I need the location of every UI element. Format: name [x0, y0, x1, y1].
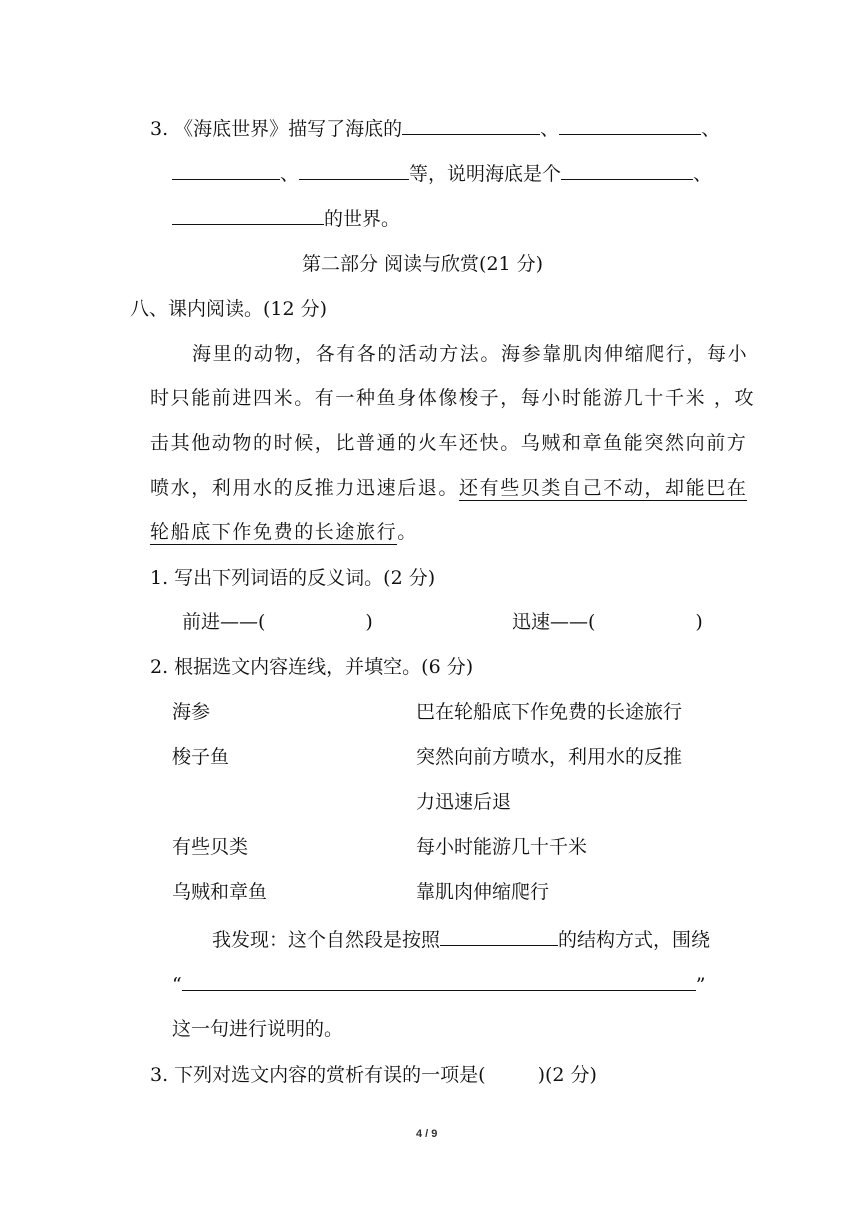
- section-title: 第二部分 阅读与欣赏(21 分): [302, 253, 544, 275]
- q2-quote-line: [172, 970, 705, 999]
- q3-line-2: [172, 159, 712, 188]
- quote-mark: ”: [695, 974, 706, 996]
- q1-paren: ): [365, 611, 373, 633]
- passage-text: 。: [397, 521, 418, 543]
- q1-title: 1. 写出下列词语的反义词。(2 分): [150, 567, 436, 589]
- q2-discover-text: 的结构方式，围绕: [558, 929, 711, 951]
- q3-blank-4[interactable]: [299, 159, 409, 180]
- passage-underlined-sentence: 还有些贝类自己不动，却能巴在: [459, 477, 748, 499]
- q3-blank-1[interactable]: [402, 114, 540, 135]
- q3-line-1: [150, 114, 720, 143]
- q2-discover-line: [212, 925, 710, 954]
- passage-line-4: [150, 474, 747, 502]
- q2-right-item[interactable]: 巴在轮船底下作免费的长途旅行: [416, 701, 683, 723]
- q2-right-item[interactable]: 每小时能游几十千米: [416, 836, 588, 858]
- q3-separator: 、: [280, 163, 300, 185]
- q3-line-3: [172, 204, 400, 233]
- q2-title: 2. 根据选文内容连线，并填空。(6 分): [150, 656, 474, 678]
- q2-left-item[interactable]: 有些贝类: [172, 836, 249, 858]
- passage-line-5: [150, 518, 418, 546]
- q3-text: 等，说明海底是个: [409, 163, 562, 185]
- q3-choice-text: )(2 分): [537, 1064, 597, 1086]
- q2-left-item[interactable]: 乌贼和章鱼: [172, 881, 268, 903]
- part8-title: 八、课内阅读。(12 分): [130, 298, 328, 320]
- q2-sentence-blank[interactable]: [182, 970, 696, 991]
- q3-separator: 、: [540, 118, 560, 140]
- q2-right-item: 力迅速后退: [416, 791, 512, 813]
- passage-underlined-sentence: 轮船底下作免费的长途旅行: [150, 521, 398, 543]
- passage-line-2: 时只能前进四米。有一种鱼身体像梭子，每小时能游几十千米 ，攻: [150, 387, 756, 409]
- q2-discover-end: 这一句进行说明的。: [172, 1018, 344, 1040]
- passage-text: 喷水，利用水的反推力迅速后退。: [150, 477, 460, 499]
- passage-line-3: 击其他动物的时候，比普通的火车还快。乌贼和章鱼能突然向前方: [150, 432, 748, 454]
- q3-separator: 、: [701, 118, 721, 140]
- q2-discover-text: 我发现：这个自然段是按照: [212, 929, 441, 951]
- q3-text: 的世界。: [324, 208, 401, 230]
- q2-left-item[interactable]: 梭子鱼: [172, 746, 230, 768]
- q3-blank-5[interactable]: [561, 159, 693, 180]
- q2-right-item[interactable]: 突然向前方喷水，利用水的反推: [416, 746, 683, 768]
- q3-prefix: 3. 《海底世界》描写了海底的: [150, 118, 403, 140]
- q3-choice-text: 3. 下列对选文内容的赏析有误的一项是(: [150, 1064, 486, 1086]
- q1-item-1: [182, 608, 373, 636]
- q3-blank-2[interactable]: [559, 114, 701, 135]
- page-number: 4 / 9: [416, 1128, 438, 1140]
- q2-structure-blank[interactable]: [440, 925, 558, 946]
- q3-separator: 、: [693, 163, 713, 185]
- q1-paren: ): [695, 611, 703, 633]
- q1-word: 前进——(: [182, 611, 266, 633]
- q2-left-item[interactable]: 海参: [172, 701, 211, 723]
- quote-mark: “: [172, 974, 182, 996]
- q1-word: 迅速——(: [512, 611, 596, 633]
- q1-item-2: [512, 608, 703, 636]
- q3-choice-title: [150, 1061, 597, 1089]
- q2-right-item[interactable]: 靠肌肉伸缩爬行: [416, 881, 550, 903]
- q3-blank-3[interactable]: [172, 159, 280, 180]
- q3-blank-6[interactable]: [172, 204, 324, 225]
- passage-line-1: 海里的动物，各有各的活动方法。海参靠肌肉伸缩爬行，每小: [192, 343, 749, 365]
